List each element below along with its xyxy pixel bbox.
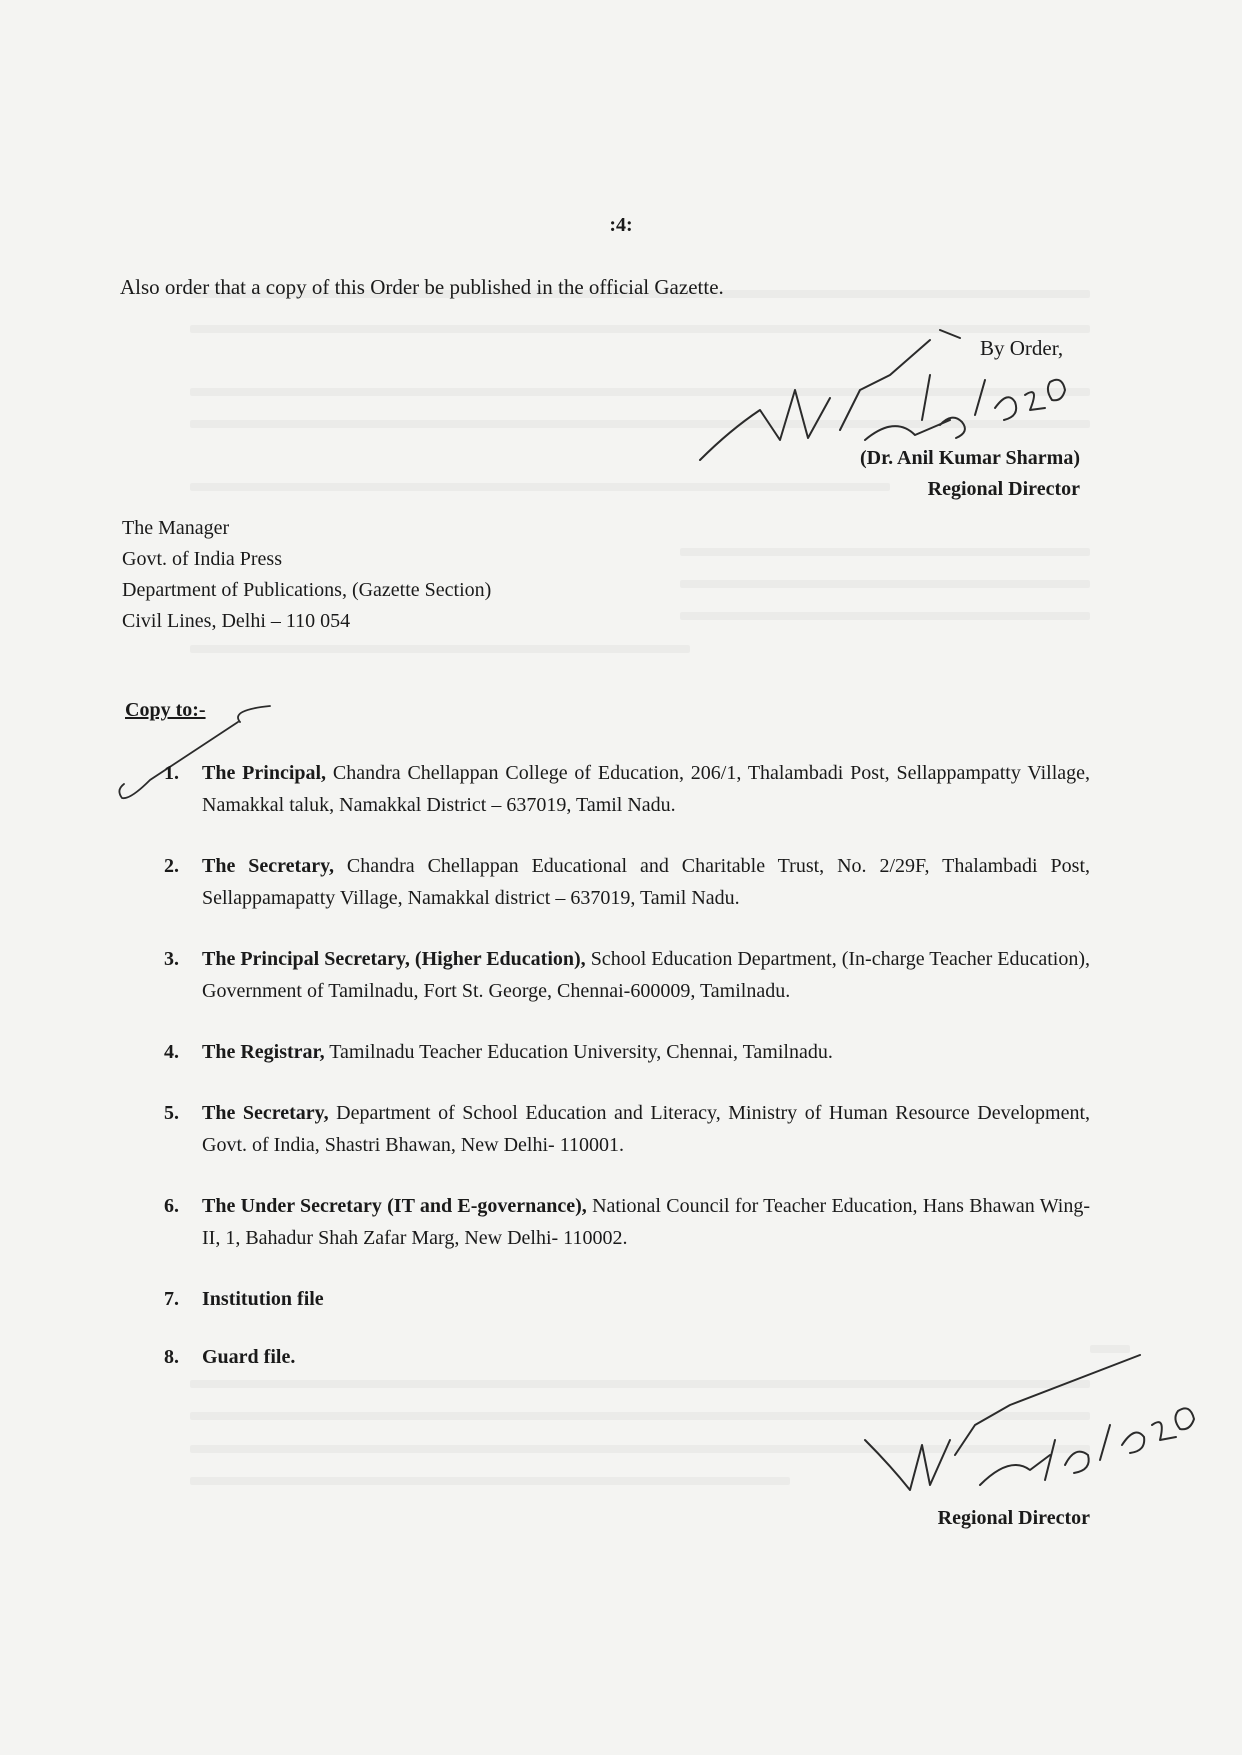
bleed-through-line bbox=[680, 612, 1090, 620]
address-line: Govt. of India Press bbox=[122, 548, 282, 570]
list-item bbox=[160, 757, 1090, 821]
bleed-through-line bbox=[1090, 1345, 1130, 1353]
item-number: 8. bbox=[164, 1346, 179, 1368]
address-line: Department of Publications, (Gazette Section) bbox=[122, 579, 492, 601]
recipient-address-text: School Education Department, (In-charge Teacher Education), Government of Tamilnadu, Fort St. George, Chennai-600009, Tamilnadu. bbox=[202, 948, 1091, 1002]
list-item bbox=[160, 1190, 1090, 1254]
item-number: 3. bbox=[164, 948, 179, 970]
recipient-address-text: Department of School Education and Literacy, Ministry of Human Resource Development, Govt. of India, Shastri Bhawan, New Delhi- 110001. bbox=[202, 1102, 1091, 1156]
recipient-title: The Principal Secretary, (Higher Education), bbox=[202, 948, 586, 970]
bleed-through-line bbox=[190, 1445, 1090, 1453]
list-item bbox=[160, 1097, 1090, 1161]
recipient-address-text: Tamilnadu Teacher Education University, Chennai, Tamilnadu. bbox=[324, 1041, 833, 1063]
recipient-title: The Principal, bbox=[202, 762, 327, 784]
recipient-title: The Secretary, bbox=[202, 1102, 329, 1124]
item-number: 7. bbox=[164, 1288, 179, 1310]
bleed-through-line bbox=[190, 420, 1090, 428]
bleed-through-line bbox=[190, 1477, 790, 1485]
recipient-title: Institution file bbox=[202, 1288, 324, 1310]
recipient-address bbox=[122, 513, 491, 637]
recipient-title: Guard file. bbox=[202, 1346, 296, 1368]
item-number: 6. bbox=[164, 1195, 179, 1217]
signatory-name: (Dr. Anil Kumar Sharma) bbox=[859, 447, 1080, 469]
bleed-through-line bbox=[190, 325, 1090, 333]
bleed-through-line bbox=[680, 548, 1090, 556]
gazette-order-text: Also order that a copy of this Order be published in the official Gazette. bbox=[120, 275, 724, 299]
recipient-address-text: Chandra Chellappan College of Education, 206/1, Thalambadi Post, Sellappampatty Village, Namakkal taluk, Namakkal District – 637019, Tamil Nadu. bbox=[202, 762, 1090, 816]
list-item bbox=[160, 943, 1090, 1007]
recipient-address-text: National Council for Teacher Education, Hans Bhawan Wing-II, 1, Bahadur Shah Zafar Marg, New Delhi- 110002. bbox=[202, 1195, 1090, 1249]
item-number: 2. bbox=[164, 855, 179, 877]
footer-signatory-title: Regional Director bbox=[937, 1507, 1090, 1529]
signature-mark bbox=[690, 320, 1140, 500]
signatory-title: Regional Director bbox=[927, 478, 1080, 500]
by-order-label: By Order, bbox=[980, 336, 1064, 360]
recipient-address-text: Chandra Chellappan Educational and Charitable Trust, No. 2/29F, Thalambadi Post, Sellappamapatty Village, Namakkal district – 637019, Tamil Nadu. bbox=[202, 855, 1090, 909]
item-number: 4. bbox=[164, 1041, 179, 1063]
bleed-through-line bbox=[190, 645, 690, 653]
bleed-through-line bbox=[190, 388, 1090, 396]
bleed-through-line bbox=[680, 580, 1090, 588]
copy-to-heading: Copy to:- bbox=[125, 699, 206, 721]
address-line: Civil Lines, Delhi – 110 054 bbox=[122, 610, 351, 632]
list-item bbox=[160, 1341, 1090, 1373]
recipient-title: The Secretary, bbox=[202, 855, 334, 877]
recipient-title: The Registrar, bbox=[202, 1041, 325, 1063]
bleed-through-line bbox=[190, 483, 890, 491]
item-number: 1. bbox=[164, 762, 179, 784]
list-item bbox=[160, 1036, 1090, 1068]
address-line: The Manager bbox=[122, 517, 230, 539]
list-item bbox=[160, 850, 1090, 914]
page-number: :4: bbox=[609, 214, 633, 236]
list-item bbox=[160, 1283, 1090, 1315]
copy-to-list bbox=[160, 757, 1090, 1402]
recipient-title: The Under Secretary (IT and E-governance), bbox=[202, 1195, 587, 1217]
item-number: 5. bbox=[164, 1102, 179, 1124]
bleed-through-line bbox=[190, 1412, 1090, 1420]
